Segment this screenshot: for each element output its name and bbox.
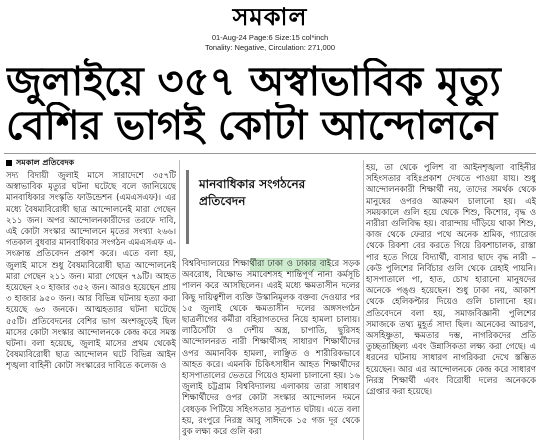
clipping-meta-page: 01-Aug-24 Page:6 Size:15 col*inch bbox=[211, 33, 329, 42]
column-3-text: হয়, তা থেকে পুলিশ বা আইনশৃঙ্খলা বাহিনীর সহিংসতার বহিঃপ্রকাশ দেখতে পাওয়া যায়। শুধু আন্দোলনকারী শিক্ষার্থী নয়, তাদের সমর্থক থেকে মানুষের ওপরও আক্রমণ চালানো হয়। এই সময়কালে গুলি হয়ে থেকে শিশু, কিশোর, বৃদ্ধ ও নারীরা গুলিবিদ্ধ হয়। বারান্দায় দাঁড়িয়ে থাকা শিশু, কাজ থেকে ফেরার পথে অনেক শ্রমিক, গ্যারেজ থেকে রিকশা বের করতে গিয়ে রিকশাচালক, রাস্তা পার হতে গিয়ে বিদ্যার্থী, বাসার ছাদে বৃদ্ধ নারী – কেউ পুলিশের নির্বিচার গুলি থেকে রেহাই পায়নি। হাসপাতালে পা, হাত, চোখ হারানো মানুষদের অনেকে পঙ্গু হয়েছেন। শুধু ঢাকা নয়, আকাশ থেকে হেলিকপ্টার দিয়েও গুলি চালানো হয়। প্রতিবেদনে বলা হয়, সমাজবিজ্ঞানী পুলিশের সমাজকে তথ্য মুহূর্ত সাদা ছিল। অনেকের আচরণ, অসহিষ্ণুতা, ক্ষমতার দম্ভ, নাগরিকদের প্রতি তুচ্ছতাচ্ছিল্য এবং উন্নাসিকতা লক্ষ্য করা গেছে। এ ধরনের ঘটনায় সাধারণ নাগরিকরা দেখে স্তম্ভিত হয়েছেন। আর এর আন্দোলনকে কেন্দ্র করে সাধারণ নিরস্ত্র শিক্ষার্থী এবং বিরোধী দলের অনেককে গ্রেপ্তার করা হয়েছে। bbox=[366, 162, 536, 397]
newspaper-logo: সমকাল bbox=[232, 2, 308, 31]
article-column-3 bbox=[366, 162, 536, 440]
pull-quote bbox=[186, 170, 359, 244]
clipping-meta-tonality: Tonality: Negative, Circulation: 271,000 bbox=[204, 43, 336, 52]
byline-bullet-icon bbox=[6, 160, 12, 166]
article-column-2 bbox=[182, 258, 360, 440]
column-divider bbox=[363, 160, 364, 440]
newspaper-masthead bbox=[0, 2, 540, 32]
column-2-text: বিশ্ববিদ্যালয়ের শিক্ষার্থীরা ঢাকা ও ঢাকার বাইরে সড়ক অবরোধ, বিক্ষোভ সমাবেশসহ শান্তিপূর্ণ নানা কর্মসূচি পালন করে আসছিলেন। এরই মধ্যে ক্ষমতাসীন দলের কিছু দায়িত্বশীল ব্যক্তি উস্কানিমূলক বক্তব্য দেওয়ার পর ১৫ জুলাই থেকে ক্ষমতাসীন দলের অঙ্গসংগঠন ছাত্রলীগের কর্মীরা বহিরাগতদের নিয়ে হামলা চালায়। লাঠিসোঁটা ও দেশীয় অস্ত্র, চাপাতি, ছুরিসহ আন্দোলনরত নারী শিক্ষার্থীসহ সাধারণ শিক্ষার্থীদের ওপর অমানবিক হামলা, লাঞ্ছিত ও শারীরিকভাবে আহত করে। এমনকি চিকিৎসাধীন আহত শিক্ষার্থীদের হাসপাতালের ভেতরে গিয়েও হামলা চালানো হয়। ১৬ জুলাই চট্টগ্রাম বিশ্ববিদ্যালয় এলাকায় তারা সাধারণ শিক্ষার্থীদের ওপর কোটা সংস্কার আন্দোলন দমনে বেধড়ক পিটিয়ে সহিংসতার সূত্রপাত ঘটায়। এতে বলা হয়, রংপুরে নিরস্ত্র আবু সাঈদকে ১৫ গজ দূর থেকে বুক লক্ষ্য করে গুলি করা bbox=[182, 258, 360, 437]
byline-text: সমকাল প্রতিবেদক bbox=[16, 158, 75, 167]
pull-quote-text: মানবাধিকার সংগঠনের প্রতিবেদন bbox=[199, 177, 306, 208]
headline-divider bbox=[4, 153, 536, 154]
headline-line-1: জুলাইয়ে ৩৫৭ অস্বাভাবিক মৃত্যু bbox=[6, 59, 501, 105]
article-column-1 bbox=[6, 170, 176, 440]
headline-line-2: বেশির ভাগই কোটা আন্দোলনে bbox=[6, 103, 498, 149]
byline bbox=[6, 157, 74, 170]
column-divider bbox=[179, 160, 180, 440]
column-1-text: সদ্য বিদায়ী জুলাই মাসে সারাদেশে ৩৫৭টি অস্বাভাবিক মৃত্যুর ঘটনা ঘটেছে বলে জানিয়েছে মানবাধিকার সংস্কৃতি ফাউন্ডেশন (এমএসএফ)। এর মধ্যে বৈষম্যবিরোধী ছাত্র আন্দোলনেই মারা গেছেন ২১১ জন। অপর আন্দোলনকারীদের তরফে দাবি, এই কোটা সংস্কার আন্দোলনে মৃতের সংখ্যা ২৬৬। গতকাল বুধবার মানবাধিকার সংগঠন এমএসএফ এ-সংক্রান্ত প্রতিবেদন প্রকাশ করে। এতে বলা হয়, জুলাই মাসে শুধু বৈষম্যবিরোধী ছাত্র আন্দোলনেই মারা গেছেন ২১১ জন। মারা গেছেন ৭৯টি। আহত হয়েছেন ২০ হাজার ৩৫২ জন। আরও হয়েছেন প্রায় ৩ হাজার ৯৫০ জন। আর বিভিন্ন ঘটনায় হত্যা করা হয়েছে ৬৩ জনকে। আত্মহত্যার ঘটনা ঘটেছে ৫৫টি। প্রতিবেদনের বেশির ভাগ অংশজুড়েই ছিল মাসের কোটা সংস্কার আন্দোলনকে কেন্দ্র করে সমস্ত ঘটনা। বলা হয়েছে, জুলাই মাসের প্রথম থেকেই বৈষম্যবিরোধী ছাত্র আন্দোলন ঘটে বিভিন্ন আইন শৃঙ্খলা বাহিনী কোটা সংস্কারের দাবিতে কলেজ ও bbox=[6, 170, 176, 371]
